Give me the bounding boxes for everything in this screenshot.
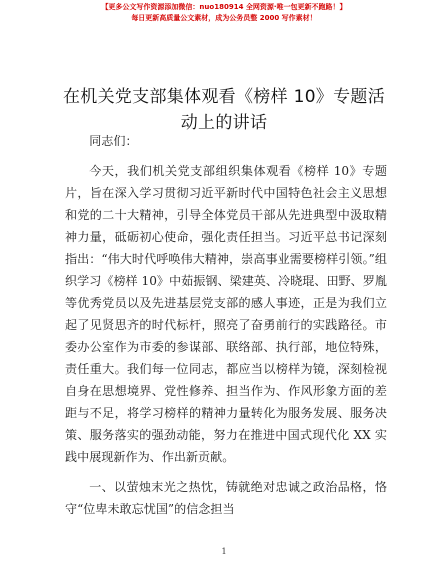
promo-banner-line-2: 每日更新高质量公文素材，成为公务员整 2000 写作素材！: [131, 14, 317, 22]
salutation: 同志们：: [89, 134, 138, 148]
document-body: [65, 130, 387, 520]
section-heading-1: 一、以萤烛末光之热忱，铸就绝对忠诚之政治品格，恪守“位卑未敢忘忧国”的信念担当: [65, 480, 387, 516]
intro-paragraph: 今天，我们机关党支部组织集体观看《榜样 10》专题片，旨在深入学习贯彻习近平新时代中国特色社会主义思想和党的二十大精神，引导全体党员干部从先进典型中汲取精神力量，砥砺初心使命，强化责任担当。习近平总书记深刻指出：“伟大时代呼唤伟大精神，崇高事业需要榜样引领。”组织学习《榜样 10》中茹振钢、梁建英、冷晓琨、田野、罗胤等优秀党员以及先进基层党支部的感人事迹，正是为我们立起了见贤思齐的时代标杆，照亮了奋勇前行的实践路径。市委办公室作为市委的参谋部、联络部、执行部，地位特殊，责任重大。我们每一位同志，都应当以榜样为镜，深刻检视自身在思想境界、党性修养、担当作为、作风形象方面的差距与不足，将学习榜样的精神力量转化为服务发展、服务决策、服务落实的强劲动能，努力在推进中国式现代化 XX 实践中展现新作为、作出新贡献。: [65, 164, 387, 464]
promo-banner: [0, 2, 448, 24]
document-title: 在机关党支部集体观看《榜样 10》专题活动上的讲话: [62, 87, 386, 133]
promo-banner-line-1: 【更多公文写作资源添加微信：nuo180914 全网资源·唯一包更新不跑路！】: [101, 3, 347, 11]
page-number: 1: [221, 547, 227, 556]
